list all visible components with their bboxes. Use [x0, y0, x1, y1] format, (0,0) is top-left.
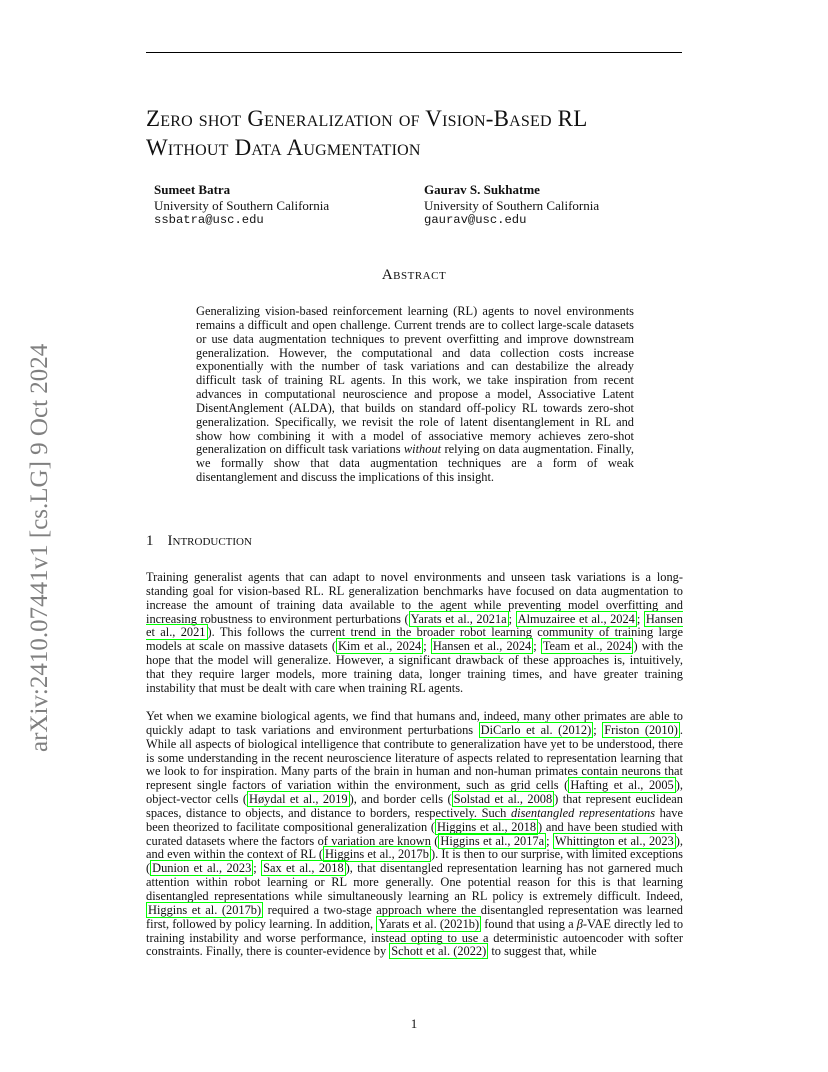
citation-link[interactable]: Higgins et al., 2018 — [436, 819, 537, 834]
abstract-text: relying on data augmentation. Finally, we formally show that data augmentation techniques are a form of weak disentanglement and discuss the implications of this insight. — [196, 442, 634, 485]
section-heading — [146, 533, 252, 550]
citation-link[interactable]: Higgins et al. (2017b) — [148, 902, 262, 917]
citation-link[interactable]: Higgins et al., 2017a — [440, 833, 545, 848]
author-email[interactable]: ssbatra@usc.edu — [154, 213, 264, 227]
citation-link[interactable]: DiCarlo et al. (2012) — [480, 722, 592, 737]
section-title: Introduction — [167, 533, 252, 549]
paragraph-text: ), and border cells ( — [349, 792, 452, 807]
paragraph-text: to suggest that, while — [488, 944, 597, 959]
citation-link[interactable]: Yarats et al., 2021a — [410, 611, 507, 626]
citation-link[interactable]: Sax et al., 2018 — [263, 861, 344, 876]
paragraph-text: ) with the hope that the model will generalize. However, a significant drawback of these approaches is, intuitively, that they require larger models, more training data, longer training times, and have greater training instability that must be dealt with care when training RL agents. — [146, 639, 683, 695]
paper-title — [146, 104, 746, 162]
top-rule — [146, 52, 682, 53]
separator: ; — [508, 611, 516, 626]
paragraph-text: found that using a — [481, 916, 577, 931]
citation-link[interactable]: Team et al., 2024 — [542, 639, 632, 654]
separator: ; — [636, 611, 644, 626]
intro-paragraph-2 — [146, 710, 683, 959]
citation-link[interactable]: Schott et al. (2022) — [391, 944, 487, 959]
abstract-heading: Abstract — [381, 267, 447, 283]
separator: ; — [593, 722, 603, 737]
citation-link[interactable]: Friston (2010) — [604, 722, 678, 737]
author-affiliation: University of Southern California — [424, 197, 600, 213]
paragraph-text: ), and even within the context of RL ( — [146, 833, 683, 862]
citation-link[interactable]: Yarats et al. (2021b) — [378, 916, 480, 931]
section-number: 1 — [146, 533, 154, 549]
title-line-2: Without Data Augmentation — [146, 135, 421, 160]
citation-link[interactable]: Dunion et al., 2023 — [152, 861, 252, 876]
paragraph-text: ), that disentangled representation learning has not garnered much attention within robot learning or RL more generally. One potential reason for this is that learning disentangled representations while simultaneously learning an RL policy is extremely difficult. Indeed, — [146, 861, 683, 903]
citation-link[interactable]: Høydal et al., 2019 — [249, 792, 348, 807]
paragraph-text: ), object-vector cells ( — [146, 778, 683, 807]
separator: ; — [423, 639, 431, 654]
paragraph-text: ) that represent euclidean spaces, distance to objects, and distance to borders, respectively. Such — [146, 792, 683, 820]
author-name: Sumeet Batra — [154, 182, 231, 197]
citation-link[interactable]: Hafting et al., 2005 — [570, 778, 674, 793]
paragraph-text: -VAE directly led to training instability and worse performance, instead opting to use a deterministic autoencoder with softer constraints. Finally, there is counter-evidence by — [146, 916, 684, 959]
abstract-text: Generalizing vision-based reinforcement learning (RL) agents to novel environments remains a difficult and open challenge. Current trends are to collect large-scale datasets or use data augmentation techniques to prevent overfitting and improve downstream generalization. However, the computational and data collection costs increase exponentially with the number of task variations and can destabilize the already difficult task of training RL agents. In this work, we take inspiration from recent advances in computational neuroscience and propose a model, Associative Latent DisentAnglement (ALDA), that builds on standard off-policy RL towards zero-shot generalization. Specifically, we revisit the role of latent disentanglement in RL and show how combining it with a model of associative memory achieves zero-shot generalization on difficult task variations — [196, 304, 634, 457]
abstract-emphasis: without — [403, 442, 442, 457]
paragraph-text: required a two-stage approach where the disentangled representation was learned first, followed by policy learning. In addition, — [146, 902, 683, 931]
emphasis-text: disentangled representations — [510, 805, 656, 820]
citation-link[interactable]: Hansen et al., 2024 — [432, 639, 532, 654]
author-email[interactable]: gaurav@usc.edu — [424, 213, 527, 227]
paragraph-text: Training generalist agents that can adapt to novel environments and unseen task variations is a long-standing goal for vision-based RL. RL generalization benchmarks have focused on data augmentation to increase the amount of training data available to the agent while preventing model overfitting and increasing robustness to environment perturbations ( — [146, 570, 683, 626]
separator: ; — [546, 833, 553, 848]
paragraph-text: have been theorized to facilitate compositional generalization ( — [146, 805, 683, 834]
citation-link[interactable]: Hansen et al., 2021 — [146, 611, 683, 640]
citation-link[interactable]: Almuzairee et al., 2024 — [517, 611, 635, 626]
beta-symbol: β — [576, 916, 583, 931]
paragraph-text: . While all aspects of biological intelligence that contribute to generalization have yet to be understood, there is some understanding in the recent neuroscience literature of aspects related to representation learning that we look to for inspiration. Many parts of the brain in human and non-human primates contain neurons that represent single factors of variation within the environment, such as grid cells ( — [146, 722, 683, 793]
abstract-body — [196, 305, 634, 485]
separator: ; — [533, 639, 541, 654]
citation-link[interactable]: Solstad et al., 2008 — [453, 792, 553, 807]
author-block-2 — [424, 182, 599, 229]
author-block-1 — [154, 182, 329, 229]
paragraph-text: ). It is then to our surprise, with limited exceptions ( — [146, 847, 683, 876]
author-affiliation: University of Southern California — [154, 197, 330, 213]
arxiv-identifier: arXiv:2410.07441v1 [cs.LG] 9 Oct 2024 — [26, 343, 53, 752]
citation-link[interactable]: Whittington et al., 2023 — [554, 833, 674, 848]
separator: ; — [253, 861, 262, 876]
paragraph-text: ). This follows the current trend in the broader robot learning community of training large models at scale on massive datasets ( — [146, 625, 684, 654]
page-number: 1 — [410, 1016, 418, 1031]
title-line-1: Zero shot Generalization of Vision-Based RL — [146, 106, 588, 131]
paragraph-text: ) and have been studied with curated datasets where the factors of variation are known ( — [146, 819, 683, 848]
citation-link[interactable]: Higgins et al., 2017b — [324, 847, 429, 862]
citation-link[interactable]: Kim et al., 2024 — [337, 639, 422, 654]
author-name: Gaurav S. Sukhatme — [424, 182, 540, 197]
intro-paragraph-1 — [146, 571, 683, 696]
paragraph-text: Yet when we examine biological agents, we find that humans and, indeed, many other primates are able to quickly adapt to task variations and environment perturbations — [146, 709, 683, 737]
